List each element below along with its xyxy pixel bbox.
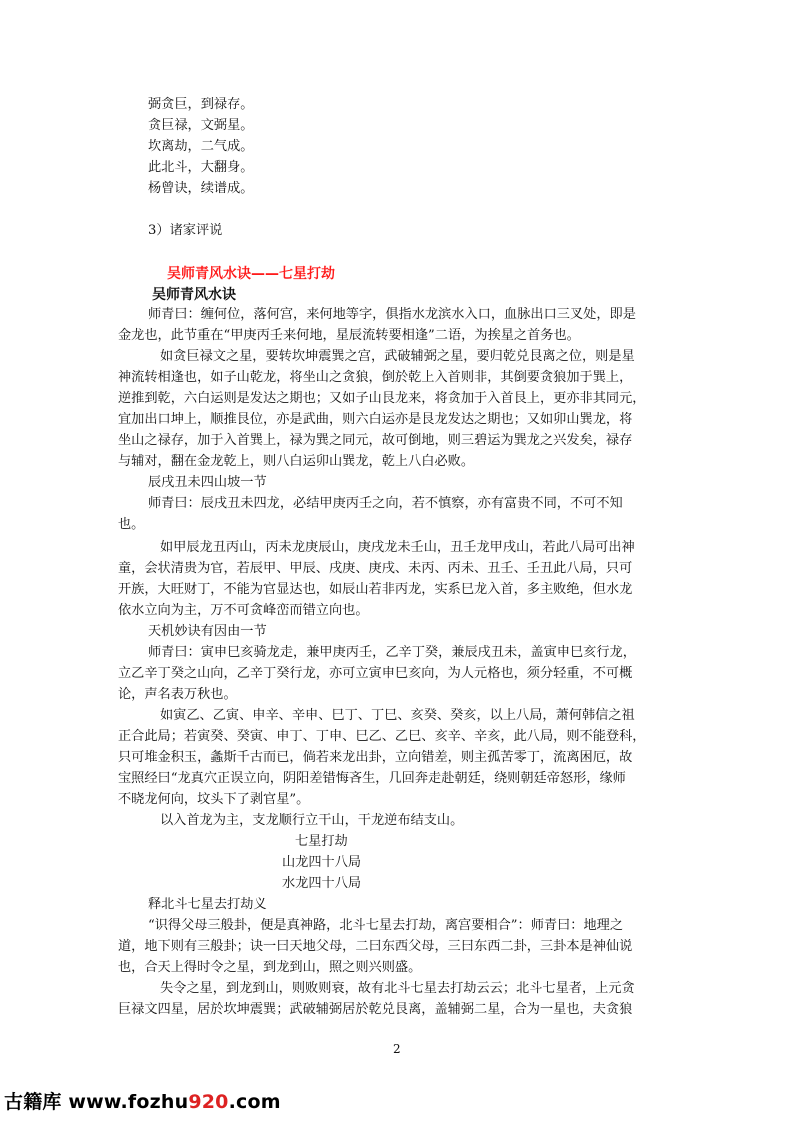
poem-line: 此北斗，大翻身。: [148, 160, 254, 175]
poem-line: 贪巨禄，文弼星。: [148, 118, 254, 133]
centered-line: 水龙四十八局: [282, 876, 362, 891]
body-line: 坐山之禄存，加于入首巽上，禄为巽之同元，故可倒地，则三碧运为巽龙之兴发矣，禄存: [118, 433, 633, 448]
body-line: 依水立向为主，万不可贪峰峦而错立向也。: [118, 603, 369, 618]
body-line: 宝照经曰“龙真穴正误立向，阴阳差错悔吝生，几回奔走赴朝廷，绕则朝廷帝怒形，缘师: [118, 771, 626, 786]
poem-line: 杨曾诀，续谱成。: [148, 181, 254, 196]
page-number: 2: [393, 1042, 401, 1056]
sub-heading: 吴师青风水诀: [152, 287, 236, 303]
body-line: 神流转相逢也，如子山乾龙，将坐山之贪狼，倒於乾上入首则非，其倒要贪狼加于巽上，: [118, 370, 633, 385]
body-line: 正合此局；若寅癸、癸寅、申丁、丁申、巳乙、乙巳、亥辛、辛亥，此八局，则不能登科，: [118, 729, 646, 744]
body-line: 巨禄文四星，居於坎坤震巽；武破辅弼居於乾兑艮离，盖辅弼二星，合为一星也，夫贪狼: [118, 1002, 633, 1017]
body-line: 天机妙诀有因由一节: [148, 624, 267, 639]
body-line: 师青曰：辰戌丑未四龙，必结甲庚丙壬之向，若不慎察，亦有富贵不同，不可不知: [148, 496, 623, 511]
body-line: 宜加出口坤上，顺推艮位，亦是武曲，则六白运亦是艮龙发达之期也；又如卯山巽龙，将: [118, 412, 633, 427]
body-line: 道，地下则有三般卦；诀一曰天地父母，二曰东西父母，三曰东西二卦，三卦本是神仙说: [118, 939, 633, 954]
body-line: 逆推到乾，六白运则是发达之期也；又如子山艮龙来，将贪加于入首艮上，更亦非其同元，: [118, 391, 646, 406]
section-label: 3）诸家评说: [148, 223, 223, 238]
body-line: 金龙也，此节重在“甲庚丙壬来何地，星辰流转要相逢”二语，为挨星之首务也。: [118, 328, 580, 343]
body-line: 失令之星，到龙到山，则败则衰，故有北斗七星去打劫云云；北斗七星者，上元贪: [160, 981, 635, 996]
body-line: 与辅对，翻在金龙乾上，则八白运卯山巽龙，乾上八白必败。: [118, 454, 475, 469]
body-line: 如甲辰龙丑丙山，丙未龙庚辰山，庚戌龙未壬山，丑壬龙甲戌山，若此八局可出神: [160, 540, 635, 555]
body-line: 如贪巨禄文之星，要转坎坤震巽之宫，武破辅弼之星，要归乾兑艮离之位，则是星: [160, 349, 635, 364]
body-line: 以入首龙为主，支龙顺行立干山，干龙逆布结支山。: [160, 813, 464, 828]
body-line: 师青曰：寅申巳亥骑龙走，兼甲庚丙壬，乙辛丁癸，兼辰戌丑未，盖寅申巳亥行龙，: [148, 645, 636, 660]
body-line: 也，合天上得时令之星，到龙到山，照之则兴则盛。: [118, 960, 422, 975]
footer-brand: 古籍库 www.fozhu: [4, 1091, 189, 1113]
poem-line: 弼贪巨，到禄存。: [148, 97, 254, 112]
footer-digits: 920: [188, 1091, 229, 1113]
body-line: 如寅乙、乙寅、申辛、辛申、巳丁、丁巳、亥癸、癸亥，以上八局，萧何韩信之祖: [160, 708, 635, 723]
body-line: 师青曰：缠何位，落何宫，来何地等字，俱指水龙滨水入口，血脉出口三叉处，即是: [148, 307, 636, 322]
body-line: 立乙辛丁癸之山向，乙辛丁癸行龙，亦可立寅申巳亥向，为人元格也，须分轻重，不可概: [118, 666, 633, 681]
centered-line: 山龙四十八局: [282, 855, 362, 870]
footer-watermark[interactable]: [4, 1087, 281, 1114]
body-line: 论，声名表万秋也。: [118, 687, 237, 702]
footer-suffix: .com: [228, 1091, 281, 1113]
centered-line: 七星打劫: [295, 834, 348, 849]
body-line: “识得父母三般卦，便是真神路，北斗七星去打劫，离宫要相合”：师青曰：地理之: [148, 918, 624, 933]
body-line: 也。: [118, 517, 145, 532]
body-line: 开族，大旺财丁，不能为官显达也，如辰山若非丙龙，实系巳龙入首，多主败绝，但水龙: [118, 582, 633, 597]
body-line: 童，会状清贵为官，若辰甲、甲辰、戌庚、庚戌、未丙、丙未、丑壬、壬丑此八局，只可: [118, 561, 633, 576]
red-heading: 吴师青风水诀——七星打劫: [167, 266, 335, 282]
body-line: 释北斗七星去打劫义: [148, 897, 267, 912]
body-line: 不晓龙何向，坟头下了剥官星”。: [118, 792, 310, 807]
poem-line: 坎离劫，二气成。: [148, 139, 254, 154]
body-line: 只可堆金积玉，螽斯千古而已，倘若来龙出卦，立向错差，则主孤苦零丁，流离困厄，故: [118, 750, 633, 765]
body-line: 辰戌丑未四山坡一节: [148, 475, 267, 490]
